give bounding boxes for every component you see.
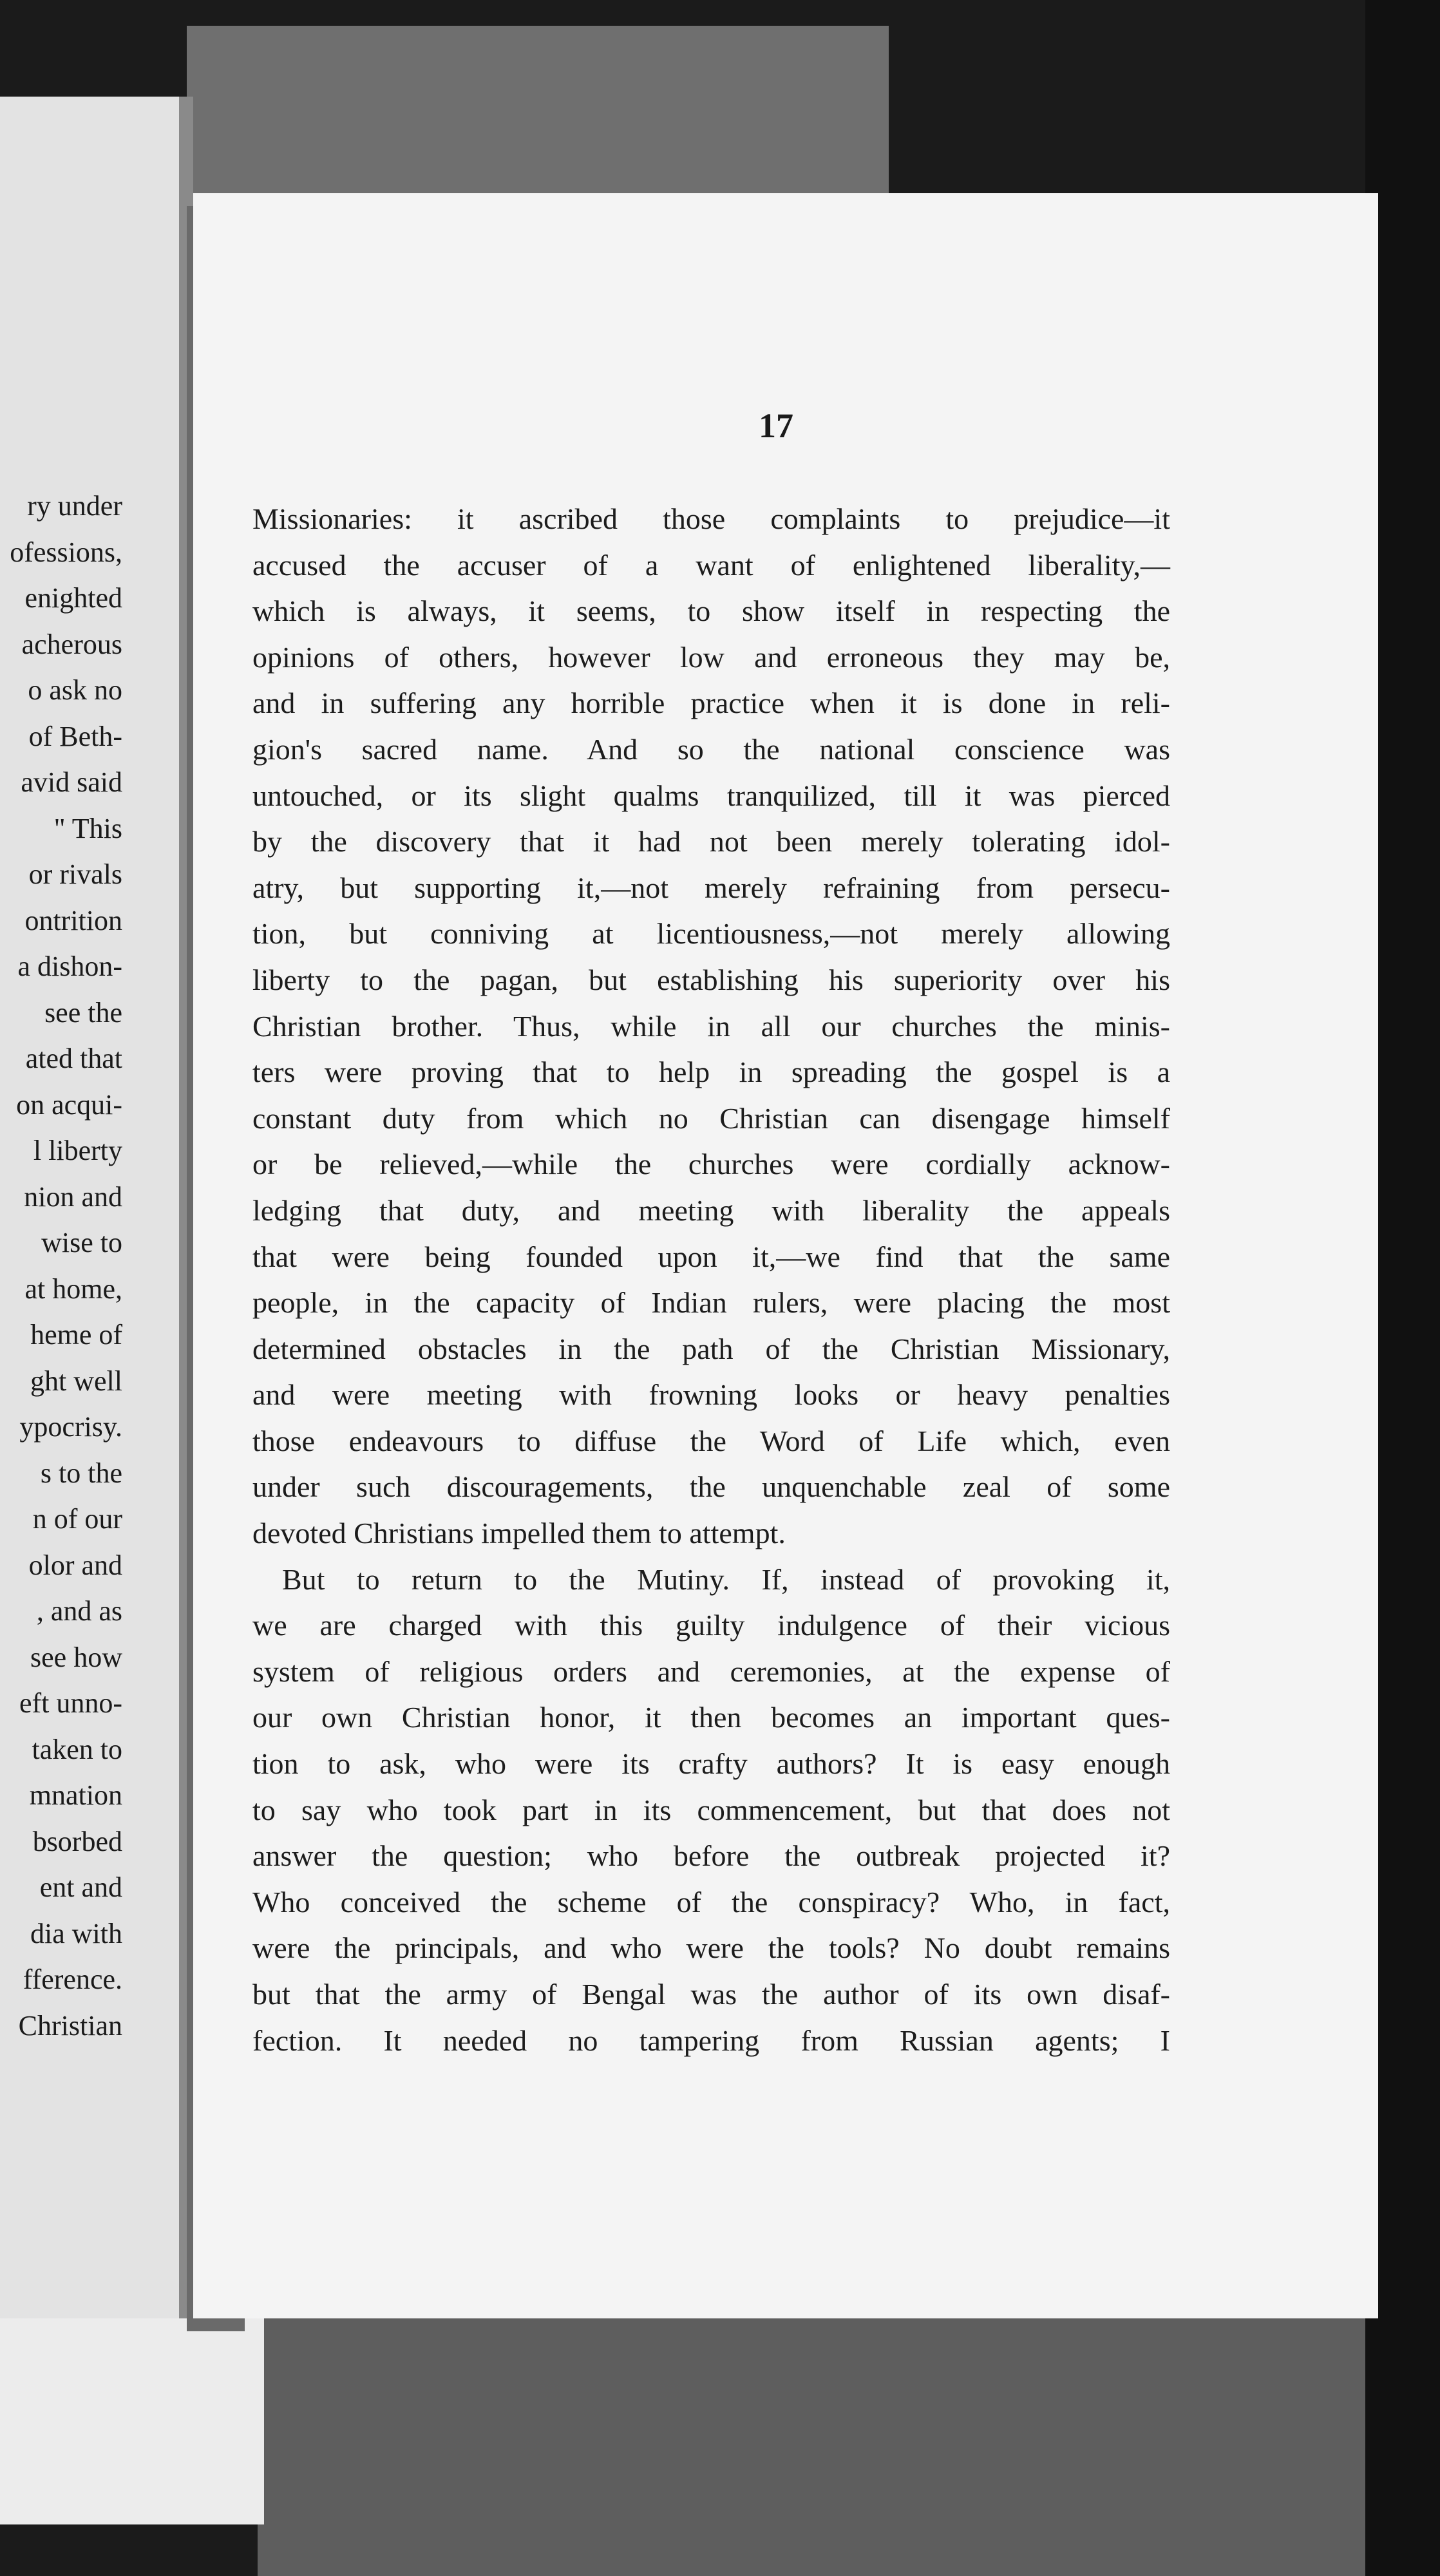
facing-line: fference. (23, 1964, 122, 1995)
facing-page-left (0, 97, 193, 2325)
text-line: liberty to the pagan, but establishing his superiority over his (252, 963, 1170, 996)
text-line: or be relieved,—while the churches were cordially acknow- (252, 1148, 1170, 1181)
facing-line: Christian (18, 2009, 122, 2041)
facing-line: ry under (27, 490, 122, 522)
facing-line: ated that (25, 1043, 122, 1074)
text-line: Christian brother. Thus, while in all our churches the minis- (252, 1009, 1170, 1043)
text-line: ters were proving that to help in spreading the gospel is a (252, 1056, 1170, 1089)
text-line: to say who took part in its commencement, but that does not (252, 1793, 1170, 1826)
facing-line: eft unno- (19, 1687, 122, 1719)
facing-line: nion and (24, 1180, 122, 1213)
facing-line: " This (53, 812, 122, 844)
text-line: Missionaries: it ascribed those complaints to prejudice—it (252, 502, 1170, 535)
facing-line: mnation (29, 1779, 122, 1811)
facing-line: see the (44, 996, 122, 1028)
text-line: system of religious orders and ceremonies, at the expense of (252, 1654, 1170, 1688)
facing-line: ofessions, (10, 536, 122, 568)
text-line: that were being founded upon it,—we find that the same (252, 1240, 1170, 1273)
text-line: determined obstacles in the path of the Christian Missionary, (252, 1332, 1170, 1365)
facing-line: acherous (21, 628, 122, 660)
facing-line: at home, (24, 1273, 122, 1305)
facing-line: , and as (36, 1595, 122, 1627)
facing-line: s to the (40, 1457, 122, 1489)
text-line: and in suffering any horrible practice when it is done in reli- (252, 687, 1170, 720)
text-line: tion, but conniving at licentiousness,—not merely allowing (252, 917, 1170, 951)
facing-line: olor and (28, 1549, 122, 1581)
facing-line: ght well (30, 1365, 122, 1397)
main-page (193, 193, 1378, 2318)
text-line: constant duty from which no Christian can disengage himself (252, 1101, 1170, 1135)
text-line: answer the question; who before the outbreak projected it? (252, 1839, 1170, 1873)
scan-background-top (187, 26, 889, 219)
text-line: under such discouragements, the unquenchable zeal of some (252, 1470, 1170, 1504)
text-line: but that the army of Bengal was the author of its own disaf- (252, 1978, 1170, 2011)
facing-line: heme of (30, 1319, 122, 1350)
text-line: we are charged with this guilty indulgence of their vicious (252, 1609, 1170, 1642)
text-line: devoted Christians impelled them to attempt. (252, 1517, 786, 1550)
body-text (252, 496, 1170, 2063)
text-line: people, in the capacity of Indian rulers, were placing the most (252, 1286, 1170, 1320)
text-line: accused the accuser of a want of enlightened liberality,— (252, 548, 1170, 582)
page-number: 17 (759, 406, 793, 445)
facing-line: ontrition (24, 904, 122, 936)
facing-line: dia with (30, 1917, 122, 1949)
text-line: were the principals, and who were the tools? No doubt remains (252, 1931, 1170, 1965)
text-line: fection. It needed no tampering from Russian agents; I (252, 2023, 1170, 2057)
facing-line: avid said (21, 766, 122, 798)
facing-line: taken to (32, 1733, 122, 1765)
text-line: which is always, it seems, to show itself in respecting the (252, 594, 1170, 628)
facing-line: o ask no (28, 674, 122, 706)
text-line: gion's sacred name. And so the national conscience was (252, 732, 1170, 766)
facing-page-bottom-edge (0, 2318, 264, 2524)
facing-line: bsorbed (32, 1825, 122, 1857)
facing-line: ent and (39, 1871, 122, 1903)
facing-line: ypocrisy. (19, 1411, 122, 1443)
text-line: our own Christian honor, it then becomes an important ques- (252, 1701, 1170, 1734)
text-line: But to return to the Mutiny. If, instead of provoking it, (282, 1562, 1170, 1596)
text-line: opinions of others, however low and erroneous they may be, (252, 640, 1170, 674)
facing-line: a dishon- (17, 951, 122, 982)
facing-line: on acqui- (16, 1088, 122, 1121)
text-line: untouched, or its slight qualms tranquilized, till it was pierced (252, 779, 1170, 812)
facing-line: see how (30, 1641, 122, 1673)
facing-line: of Beth- (28, 720, 122, 752)
facing-line: l liberty (33, 1135, 122, 1166)
facing-line: enighted (24, 582, 122, 614)
facing-page-text (0, 483, 122, 2049)
text-line: those endeavours to diffuse the Word of Life which, even (252, 1424, 1170, 1457)
text-line: by the discovery that it had not been merely tolerating idol- (252, 825, 1170, 858)
facing-line: n of our (32, 1503, 122, 1535)
text-line: Who conceived the scheme of the conspiracy? Who, in fact, (252, 1885, 1170, 1918)
text-line: tion to ask, who were its crafty authors? It is easy enough (252, 1747, 1170, 1781)
text-line: atry, but supporting it,—not merely refraining from persecu- (252, 871, 1170, 904)
facing-line: or rivals (28, 858, 122, 890)
facing-line: wise to (41, 1227, 122, 1258)
text-line: and were meeting with frowning looks or heavy penalties (252, 1378, 1170, 1412)
text-line: ledging that duty, and meeting with liberality the appeals (252, 1193, 1170, 1227)
scan-background-bottom (258, 2318, 1365, 2576)
